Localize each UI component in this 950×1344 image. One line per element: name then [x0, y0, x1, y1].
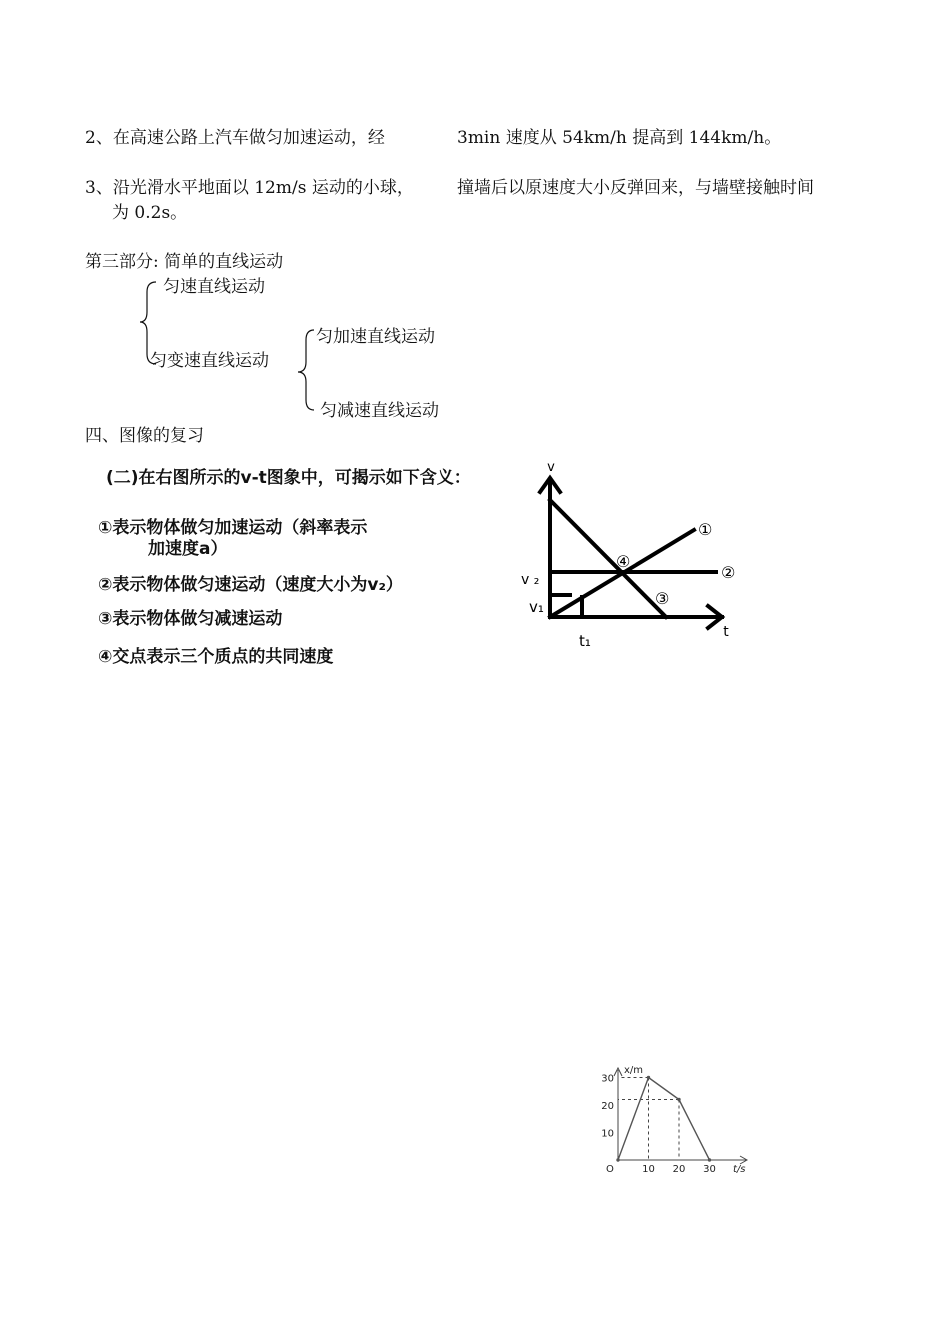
mark-1: ① [698, 520, 713, 539]
vt-item-4: ④交点表示三个质点的共同速度 [98, 647, 334, 667]
y-tick-label: 30 [601, 1073, 614, 1085]
x-tick-label: 10 [642, 1164, 655, 1175]
xt-point [678, 1099, 680, 1101]
v2-label: v ₂ [521, 572, 540, 588]
x-tick-label: 30 [703, 1164, 716, 1175]
x-tick-label: 20 [672, 1164, 686, 1175]
x-axis-title: t/s [733, 1164, 746, 1175]
y-tick-label: 10 [601, 1128, 614, 1140]
xt-point [648, 1077, 650, 1079]
vt-item-3: ③表示物体做匀减速运动 [98, 609, 283, 629]
vt-item-2: ②表示物体做匀速运动（速度大小为v₂） [98, 575, 403, 595]
vt-item-1: ①表示物体做匀加速运动（斜率表示 [98, 518, 368, 538]
t1-label: t₁ [579, 632, 591, 650]
part4-heading: 四、图像的复习 [85, 426, 204, 446]
v1-label: v₁ [529, 598, 544, 616]
xt-point [617, 1159, 619, 1161]
xt-series [617, 1077, 711, 1162]
origin-label: O [606, 1164, 614, 1175]
problem-3-continuation: 为 0.2s。 [112, 203, 188, 223]
xt-point [709, 1159, 711, 1161]
mark-4: ④ [616, 552, 631, 571]
problem-2-left: 2、在高速公路上汽车做匀加速运动，经 [85, 128, 385, 148]
variable-motion-label: 匀变速直线运动 [150, 351, 269, 371]
t-axis-label: t [723, 624, 729, 640]
accel-motion-label: 匀加速直线运动 [316, 327, 435, 347]
decel-motion-label: 匀减速直线运动 [320, 401, 439, 421]
xt-guides [618, 1078, 679, 1161]
v-axis-label: v [547, 460, 555, 475]
mark-3: ③ [655, 589, 670, 608]
y-axis-title: x/m [624, 1065, 644, 1076]
problem-3-right: 撞墙后以原速度大小反弹回来，与墙壁接触时间 [457, 178, 814, 198]
y-tick-label: 20 [601, 1101, 614, 1112]
xt-series-line [618, 1078, 710, 1161]
mark-2: ② [721, 563, 736, 582]
problem-2-right: 3min 速度从 54km/h 提高到 144km/h。 [457, 128, 782, 148]
part3-heading: 第三部分: 简单的直线运动 [85, 252, 284, 272]
vt-item-1-cont: 加速度a） [148, 539, 228, 559]
problem-3-left: 3、沿光滑水平地面以 12m/s 运动的小球， [85, 178, 414, 198]
vt-intro: (二)在右图所示的v-t图象中，可揭示如下含义： [106, 468, 471, 488]
uniform-motion-label: 匀速直线运动 [163, 277, 265, 297]
